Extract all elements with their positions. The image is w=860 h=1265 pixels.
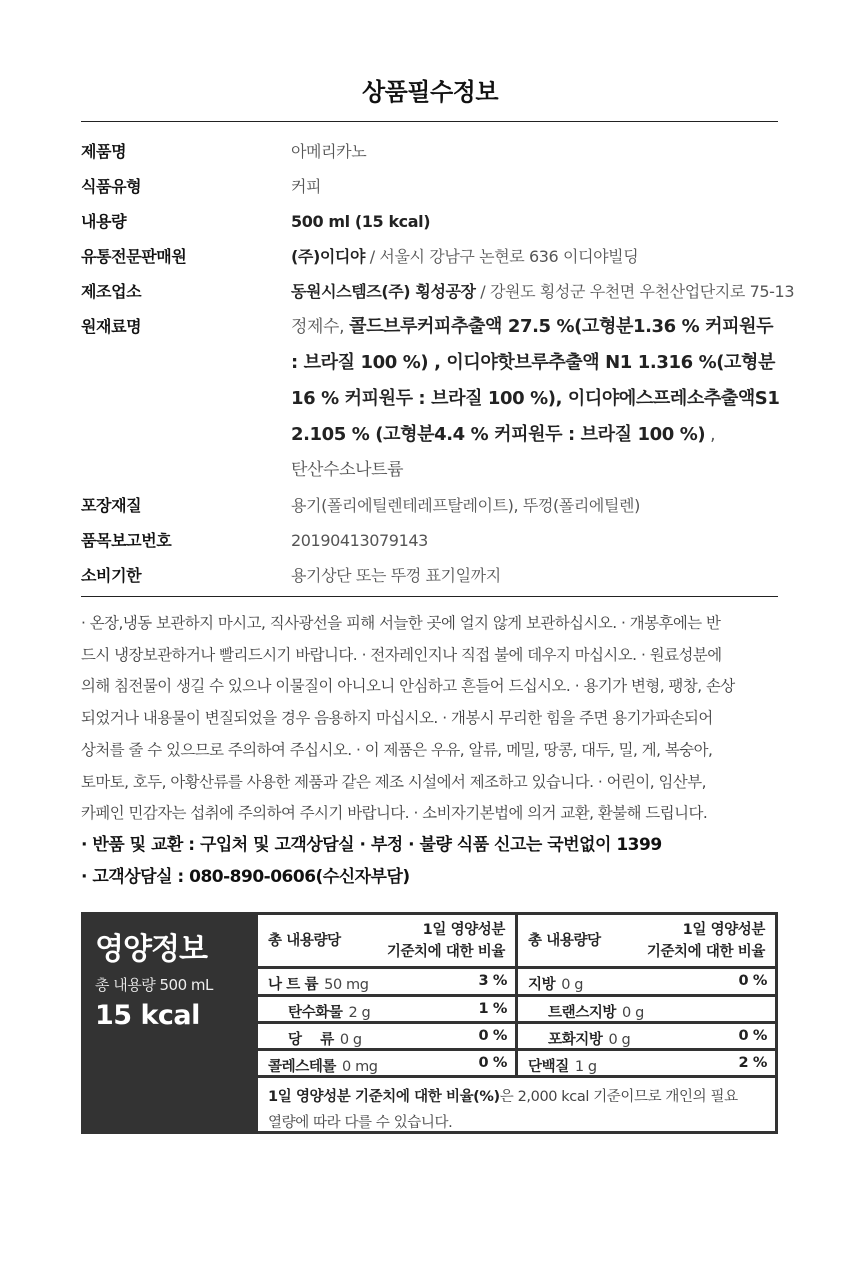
nutrient-row-cholesterol: [258, 1051, 515, 1075]
nutrient-name: 포화지방 0 g: [548, 1032, 631, 1048]
notice-line: 되었거나 내용물이 변질되었을 경우 음용하지 마십시오. · 개봉시 무리한 힘을 주면 용기가파손되어: [81, 709, 713, 728]
nutrient-percent: 0 %: [738, 1028, 767, 1044]
top-divider: [81, 121, 778, 122]
nutrition-header-left: [258, 915, 515, 966]
notice-line: · 온장,냉동 보관하지 마시고, 직사광선을 피해 서늘한 곳에 얼지 않게 보관하십시오. · 개봉후에는 반: [81, 614, 721, 632]
nutrient-name: 당 류 0 g: [288, 1032, 362, 1048]
info-label: 원재료명: [81, 317, 142, 336]
nutrition-title: 영양정보: [95, 932, 207, 967]
ingredients-line: [291, 453, 791, 488]
notice-line: 카페인 민감자는 섭취에 주의하여 주시기 바랍니다. · 소비자기본법에 의거 교환, 환불해 드립니다.: [81, 804, 708, 823]
notice-return-policy: · 반품 및 교환 : 구입처 및 고객상담실 · 부정 · 불량 식품 신고는 국번없이 1399: [81, 834, 662, 855]
info-row-food-type: [81, 169, 791, 204]
info-value: 아메리카노: [291, 142, 367, 161]
footnote-text: 은 2,000 kcal 기준이므로 개인의 필요: [499, 1089, 738, 1105]
info-value-bold: 동원시스템즈(주) 횡성공장: [291, 282, 476, 301]
nutrition-footnote: [258, 1078, 775, 1131]
nutrient-row-saturated-fat: [518, 1024, 775, 1048]
notice-line: 토마토, 호두, 아황산류를 사용한 제품과 같은 제조 시설에서 제조하고 있습니다. · 어린이, 임산부,: [81, 772, 707, 791]
info-value-address: / 서울시 강남구 논현로 636 이디야빌딩: [365, 247, 639, 266]
ingredient-text: ,: [705, 425, 716, 445]
ingredients-line: [291, 345, 791, 381]
nutrient-percent: 0 %: [478, 1028, 507, 1044]
nutrient-percent: 0 %: [738, 973, 767, 989]
info-label: 내용량: [81, 212, 127, 231]
ingredients-line: [291, 381, 791, 417]
nutrient-name: 지방 0 g: [528, 977, 584, 993]
caution-notice: [81, 608, 791, 893]
nutrient-amount: 0 g: [608, 1032, 631, 1048]
nutrient-amount: 0 g: [622, 1005, 644, 1021]
info-row-ingredients: [81, 309, 791, 488]
nutrient-row-protein: [518, 1051, 775, 1075]
nutrient-name: 탄수화물 2 g: [288, 1005, 371, 1021]
info-row-volume: [81, 204, 791, 239]
header-ratio-line: 기준치에 대한 비율: [646, 944, 765, 960]
info-row-expiry: [81, 558, 791, 593]
nutrient-row-sodium: [258, 969, 515, 994]
info-value: 용기상단 또는 뚜껑 표기일까지: [291, 566, 501, 585]
nutrient-percent: 0 %: [478, 1055, 507, 1071]
info-label: 유통전문판매원: [81, 247, 187, 266]
nutrition-table: [255, 912, 778, 1134]
info-row-product-name: [81, 134, 791, 169]
info-row-report-number: [81, 523, 791, 558]
ingredient-bold: 16 % 커피원두 : 브라질 100 %), 이디야에스프레소추출액S1: [291, 388, 780, 409]
notice-customer-center: · 고객상담실 : 080-890-0606(수신자부담): [81, 866, 410, 887]
info-label: 제조업소: [81, 282, 142, 301]
nutrient-percent: 2 %: [738, 1055, 767, 1071]
nutrient-row-fat: [518, 969, 775, 994]
ingredient-text: 정제수,: [291, 317, 350, 337]
bottom-divider: [81, 596, 778, 597]
header-ratio-line: 기준치에 대한 비율: [386, 944, 505, 960]
header-label: 총 내용량당: [268, 933, 341, 949]
footnote-text: 열량에 따라 다를 수 있습니다.: [268, 1115, 453, 1131]
nutrient-amount: 50 mg: [324, 977, 369, 993]
nutrient-row-carbohydrate: [258, 997, 515, 1021]
info-value: [291, 204, 791, 239]
product-info-table: [81, 134, 795, 593]
nutrient-name: 단백질 1 g: [528, 1059, 597, 1075]
info-label: 품목보고번호: [81, 531, 172, 550]
nutrient-name: 콜레스테롤 0 mg: [268, 1059, 378, 1075]
info-label: 제품명: [81, 142, 127, 161]
header-ratio-line: 1일 영양성분: [422, 922, 505, 938]
page-title: 상품필수정보: [361, 78, 499, 106]
nutrient-amount: 2 g: [348, 1005, 371, 1021]
notice-line: 상처를 줄 수 있으므로 주의하여 주십시오. · 이 제품은 우유, 알류, 메밀, 땅콩, 대두, 밀, 게, 복숭아,: [81, 740, 713, 759]
nutrient-amount: 1 g: [574, 1059, 597, 1075]
ingredient-text: 탄산수소나트륨: [291, 460, 404, 480]
info-value: 커피: [291, 177, 322, 196]
header-ratio-label: [387, 919, 505, 963]
notice-line: 드시 냉장보관하거나 빨리드시기 바랍니다. · 전자레인지나 직접 불에 데우지 마십시오. · 원료성분에: [81, 645, 722, 664]
nutrition-kcal: 15 kcal: [95, 1000, 200, 1031]
footnote-bold: 1일 영양성분 기준치에 대한 비율(%): [268, 1089, 500, 1105]
info-value: [291, 274, 794, 309]
ingredient-bold: 2.105 % (고형분4.4 % 커피원두 : 브라질 100 %): [291, 424, 706, 445]
nutrient-row-sugar: [258, 1024, 515, 1048]
header-ratio-line: 1일 영양성분: [682, 922, 765, 938]
nutrition-summary: [81, 912, 255, 1134]
nutrient-percent: 3 %: [478, 973, 507, 989]
ingredient-bold: 콜드브루커피추출액 27.5 %(고형분1.36 % 커피원두: [349, 316, 774, 337]
info-value-address: / 강원도 횡성군 우천면 우천산업단지로 75-13: [475, 282, 795, 301]
nutrient-amount: 0 g: [561, 977, 584, 993]
info-value-bold: (주)이디야: [291, 247, 366, 266]
info-value: [291, 239, 791, 274]
ingredients-line: [291, 309, 791, 345]
notice-line: 의해 침전물이 생길 수 있으나 이물질이 아니오니 안심하고 흔들어 드십시오. · 용기가 변형, 팽창, 손상: [81, 677, 735, 696]
info-value-bold: 500 ml (15 kcal): [291, 212, 431, 231]
nutrient-percent: 1 %: [478, 1001, 507, 1017]
nutrient-name: 나 트 륨 50 mg: [268, 977, 369, 993]
nutrition-facts-panel: [81, 912, 778, 1134]
info-value: 20190413079143: [291, 531, 428, 550]
info-value: 용기(폴리에틸렌테레프탈레이트), 뚜껑(폴리에틸렌): [291, 496, 640, 515]
nutrient-name: 트랜스지방 0 g: [548, 1005, 644, 1021]
info-row-manufacturer: [81, 274, 795, 309]
nutrition-total-volume: 총 내용량 500 mL: [95, 976, 213, 994]
nutrient-amount: 0 mg: [342, 1059, 378, 1075]
info-label: 포장재질: [81, 496, 142, 515]
info-row-distributor: [81, 239, 791, 274]
ingredients-line: [291, 417, 791, 453]
info-label: 소비기한: [81, 566, 142, 585]
ingredient-bold: : 브라질 100 %) , 이디야핫브루추출액 N1 1.316 %(고형분: [291, 352, 776, 373]
header-ratio-label: [647, 919, 765, 963]
nutrient-amount: 0 g: [339, 1032, 362, 1048]
nutrition-header-right: [518, 915, 775, 966]
info-row-packaging: [81, 488, 791, 523]
nutrient-row-trans-fat: [518, 997, 775, 1021]
ingredients-value: [291, 309, 791, 488]
info-label: 식품유형: [81, 177, 142, 196]
header-label: 총 내용량당: [528, 933, 601, 949]
